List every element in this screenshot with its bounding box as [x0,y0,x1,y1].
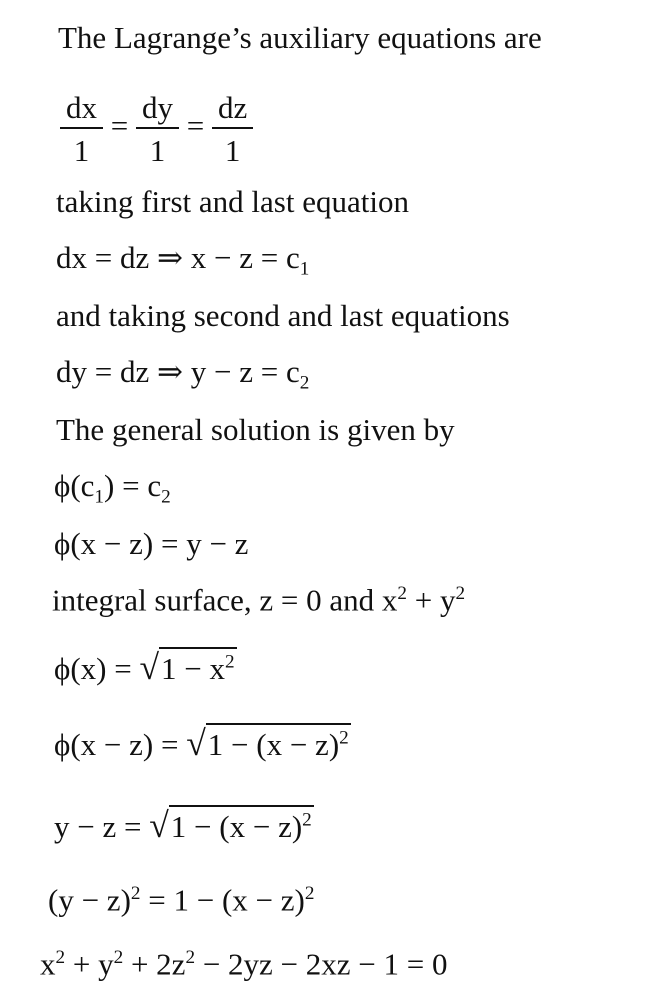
superscript: 2 [304,883,315,904]
superscript: 2 [225,651,235,673]
lhs: ϕ(x − z) = [54,727,187,762]
subscript: 2 [299,372,310,394]
fraction-dy [136,92,179,166]
radicand [169,805,314,844]
denominator-1: 1 [149,133,166,168]
phi-c-open: ϕ(c [54,468,95,503]
superscript: 2 [55,947,66,968]
intro-line: The Lagrange’s auxiliary equations are [58,20,542,55]
equation-phi-x-minus-z [54,723,351,763]
term-y: + y [65,946,114,982]
fraction-dx [60,92,103,166]
equation-phi-xz: ϕ(x − z) = y − z [54,526,249,561]
sqrt-symbol: √ [149,805,169,845]
superscript: 2 [339,727,349,749]
numerator-dz: dz [212,92,253,129]
superscript: 2 [130,883,141,904]
auxiliary-equations [60,92,253,166]
superscript: 2 [302,809,312,831]
equation-phi-c [54,470,171,507]
phi-c-close: ) = c [104,468,162,503]
equation-y-minus-z [54,805,314,845]
remaining-terms: − 2yz − 2xz − 1 = 0 [195,946,448,982]
integral-surface-line [52,584,465,616]
integral-surface-text: integral surface, z = 0 and x [52,582,398,618]
subscript: 1 [94,486,105,508]
denominator-1: 1 [224,133,241,168]
step-second-last: and taking second and last equations [56,298,510,333]
superscript: 2 [397,583,408,604]
radicand [159,647,237,686]
numerator-dx: dx [60,92,103,129]
equation-c1 [56,242,309,279]
radical [139,647,236,687]
final-equation [40,948,448,980]
radical [186,723,351,763]
term-2z: + 2z [123,946,186,982]
superscript: 2 [185,947,196,968]
sqrt-symbol: √ [186,723,206,763]
step-first-last: taking first and last equation [56,184,409,219]
fraction-dz [212,92,253,166]
superscript: 2 [113,947,124,968]
subscript: 2 [161,486,171,508]
radicand-text: 1 − x [161,651,225,686]
term-x: x [40,946,56,982]
equals-sign: = [186,108,205,144]
denominator-1: 1 [73,133,90,168]
plus-y: + y [407,582,456,618]
radicand-text: 1 − (x − z) [207,727,340,762]
equals-sign: = [110,108,129,144]
equation-c1-text: dx = dz ⇒ x − z = c [56,240,300,275]
equation-squared [48,884,314,916]
general-solution-heading: The general solution is given by [56,412,455,447]
sqrt-symbol: √ [139,647,160,687]
lhs: y − z = [54,809,150,844]
numerator-dy: dy [136,92,179,129]
equation-phi-x [54,647,237,687]
radical [149,805,314,845]
rhs: = 1 − (x − z) [140,882,305,918]
radicand [206,723,351,762]
superscript: 2 [455,583,466,604]
radicand-text: 1 − (x − z) [170,809,303,844]
lhs-squared: (y − z) [48,882,131,918]
lhs: ϕ(x) = [54,651,140,686]
subscript: 1 [299,258,310,280]
equation-c2 [56,356,309,393]
equation-c2-text: dy = dz ⇒ y − z = c [56,354,300,389]
